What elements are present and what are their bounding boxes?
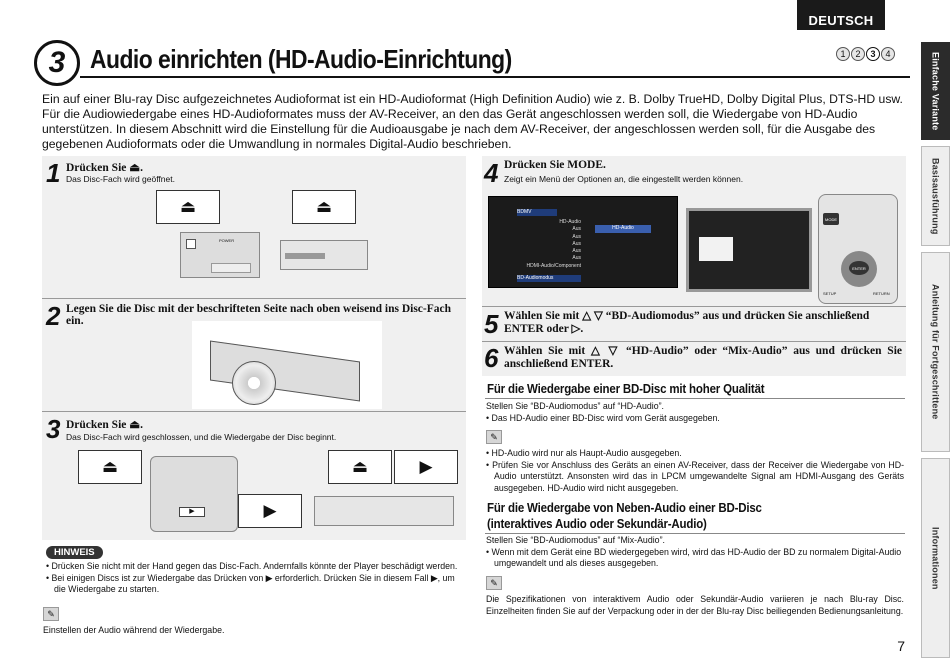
step-number: 2 [46,301,61,331]
sidetab-informationen[interactable] [921,458,950,658]
stepper-dot-2: 2 [851,47,865,61]
menu-item: Aus [572,255,581,262]
note-list [46,561,466,596]
menu-item: Aus [572,233,581,240]
sidetab-label: Informationen [930,526,941,590]
step-4-panel [482,156,906,306]
remote-control-illustration [818,194,898,304]
step-heading: Wählen Sie mit △ ▽ “BD-Audiomodus” aus und drücken Sie anschließend ENTER oder ▷. [504,310,870,335]
step-number: 5 [484,309,499,339]
menu-bottom: BD-Audiomodus [517,275,581,282]
secondary-line: Stellen Sie “BD-Audiomodus” auf “Mix-Audio”. [486,535,665,545]
remote-enter-button: ENTER [849,261,869,275]
step-2-panel [42,299,466,411]
sidetab-label: Basisausführung [930,157,941,235]
sidetab-einfache-variante[interactable] [921,42,950,140]
onscreen-menu-illustration [488,196,678,288]
divider [485,398,905,399]
hq-notes [486,448,904,494]
secondary-section-title-2: (interaktives Audio oder Sekundär-Audio) [487,517,707,531]
section-step-number: 3 [34,40,80,86]
disc-image [232,361,276,405]
menu-item: HDMI-Audio/Component [526,262,581,269]
step-heading: Drücken Sie MODE. [504,159,606,171]
menu-items [517,219,581,270]
step-3-panel [42,412,466,540]
disc-tray-slot [211,263,251,273]
eject-callout: ⏏ [156,190,220,224]
tv-illustration [686,208,812,292]
open-close-button [186,239,196,249]
page-number: 7 [897,638,905,654]
eject-callout-2: ⏏ [292,190,356,224]
menu-item: HD-Audio [559,219,581,225]
title-rule [80,76,910,78]
menu-item: Aus [572,240,581,247]
pencil-icon: ✎ [486,576,502,590]
menu-item: Aus [572,248,581,255]
remote-return-label: RETURN [873,291,890,296]
menu-selected-option: HD-Audio [595,225,651,233]
hq-bullet: • Das HD-Audio einer BD-Disc wird vom Gerät ausgegeben. [486,412,720,423]
secondary-bullet: • Wenn mit dem Gerät eine BD wiedergegeben wird, wird das HD-Audio der BD zu normalem Digital-Audio umgewandelt und als dieses ausgegeben. [486,546,902,569]
step-heading: Drücken Sie ⏏. [66,419,143,431]
step-subtext: Das Disc-Fach wird geschlossen, und die Wiedergabe der Disc beginnt. [66,432,337,442]
note-item: • Drücken Sie nicht mit der Hand gegen das Disc-Fach. Andernfalls könnte der Player beschädigt werden. [46,561,458,571]
step-number: 3 [46,414,61,444]
power-label: POWER [219,238,235,243]
sidetab-label: Einfache Variante [930,51,941,131]
tv-screen-menu [699,237,733,261]
sidetab-label: Anleitung für Fortgeschrittene [930,284,941,420]
player-body [210,340,360,401]
disc-insert-illustration [192,321,382,409]
play-callout: ▶ [238,494,302,528]
stepper-dot-3: 3 [866,47,880,61]
sidetab-basisausfuehrung[interactable] [921,146,950,246]
play-callout-2: ▶ [394,450,458,484]
remote-illustration [150,456,238,532]
remote-setup-label: SETUP [823,291,837,296]
step-number: 4 [484,158,499,188]
note-item: • Bei einigen Discs ist zur Wiedergabe das Drücken von ▶ erforderlich. Drücken Sie in diesem Fall ▶, um die Wiedergabe zu starten. [46,572,455,595]
step-1-panel [42,156,466,298]
sidetab-fortgeschrittene[interactable] [921,252,950,452]
page-title: Audio einrichten (HD-Audio-Einrichtung) [90,44,512,74]
stepper-dot-4: 4 [881,47,895,61]
secondary-note: Die Spezifikationen von interaktivem Audio oder Sekundär-Audio variieren je nach Blu-ray Disc. Einzelheiten finden Sie auf der Verpackung oder in der der Blu-ray Disc beiliegenden Bedienungsanleitung. [486,594,904,616]
step-6-panel [482,342,906,376]
step-heading: Legen Sie die Disc mit der beschrifteten Seite nach oben weisend ins Disc-Fach ein. [66,303,452,327]
remote-play-button: ▶ [179,507,205,517]
hq-line: Stellen Sie “BD-Audiomodus” auf “HD-Audio”. [486,401,664,411]
player-closed-illustration [314,496,454,526]
step-heading: Drücken Sie ⏏. [66,162,143,174]
menu-title: BDMV [517,209,557,216]
step-subtext: Das Disc-Fach wird geöffnet. [66,174,175,184]
player-panel-illustration [180,232,260,278]
progress-stepper [836,47,896,61]
pencil-icon: ✎ [43,607,59,621]
secondary-body [486,535,904,570]
hq-section-title: Für die Wiedergabe einer BD-Disc mit hoher Qualität [487,382,765,396]
step-number: 6 [484,343,499,373]
divider [485,533,905,534]
player-open-tray-illustration [280,240,368,270]
side-navigation [921,42,950,662]
step-subtext: Zeigt ein Menü der Optionen an, die eingestellt werden können. [504,174,744,184]
step-heading: Wählen Sie mit △ ▽ “HD-Audio” oder “Mix-Audio” aus und drücken Sie anschließend ENTER. [504,345,902,370]
stepper-dot-1: 1 [836,47,850,61]
hq-body [486,401,906,424]
menu-item: Aus [572,226,581,233]
intro-paragraph: Ein auf einer Blu-ray Disc aufgezeichnetes Audioformat ist ein HD-Audioformat (High Definition Audio) wie z. B. Dolby TrueHD, Dolby Digital Plus, DTS-HD usw. Für die Audiowiedergabe eines HD-Audioformates muss der AV-Receiver, an den das Gerät angeschlossen werden soll, die Wiedergabe von HD-Audio unterstützen. In diesem Abschnitt wird die Einstellung für die Audioausgabe je nach dem AV-Receiver, der angeschlossen werden soll, für die Ausgabe des gegebenen Audioformats oder die Umwandlung in normales Digital-Audio beschrieben. [42,92,903,151]
language-badge: DEUTSCH [797,0,885,30]
note-badge: HINWEIS [46,546,103,559]
secondary-section-title: Für die Wiedergabe von Neben-Audio einer BD-Disc [487,501,762,515]
step-5-panel [482,307,906,341]
hq-note-item: • Prüfen Sie vor Anschluss des Geräts an einen AV-Receiver, dass der Receiver die Wiedergabe von HD-Audio unterstützt. Ansonsten wird das in LPCM umgewandelte Signal am HDMI-Ausgang des Geräts ausgegeben. HD-Audio wird nicht ausgegeben. [486,459,904,493]
eject-callout-2: ⏏ [328,450,392,484]
hq-note-item: • HD-Audio wird nur als Haupt-Audio ausgegeben. [486,448,682,458]
step-number: 1 [46,158,61,188]
remote-mode-button: MODE [823,213,839,225]
eject-callout: ⏏ [78,450,142,484]
pencil-icon: ✎ [486,430,502,444]
tip-text: Einstellen der Audio während der Wiedergabe. [43,625,225,635]
open-disc-tray [285,253,325,259]
